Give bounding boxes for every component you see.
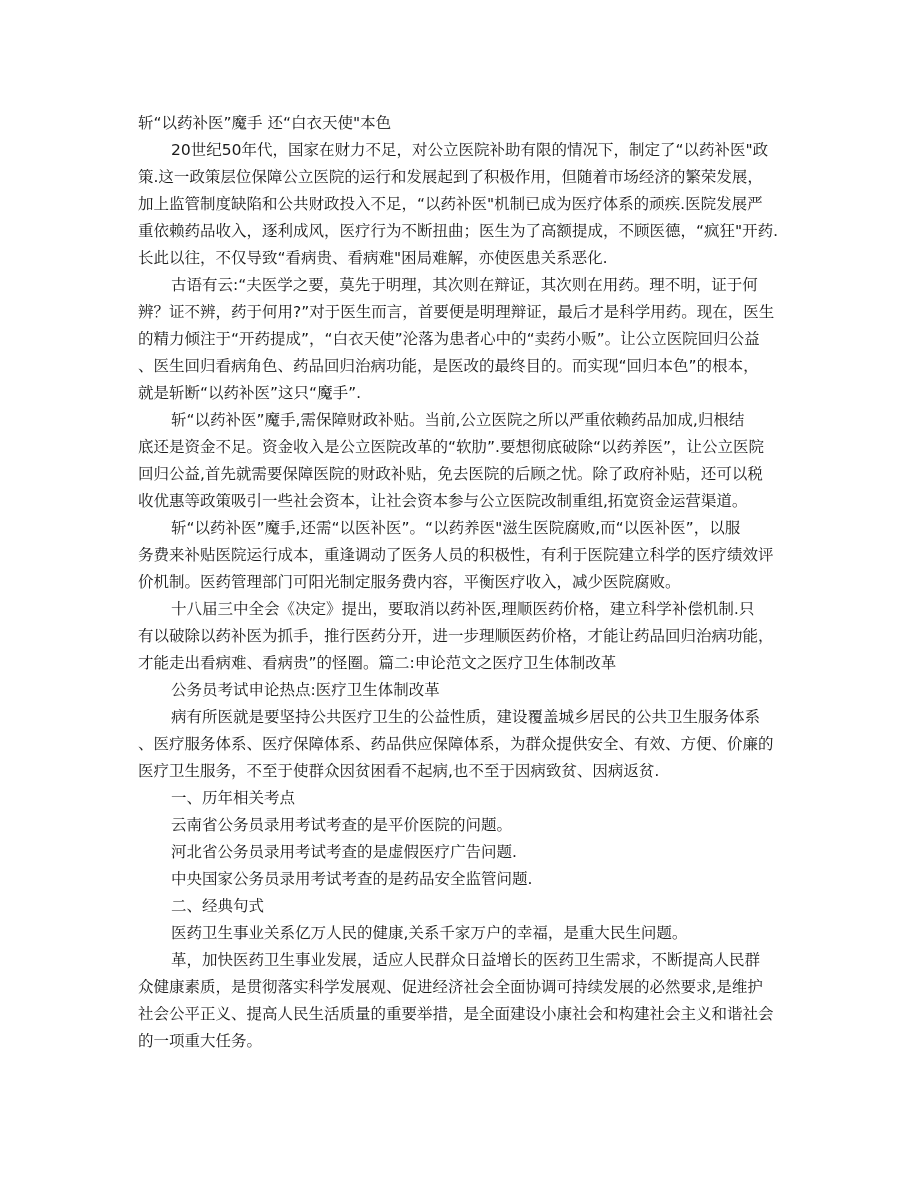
text-line: 策.这一政策层位保障公立医院的运行和发展起到了积极作用，但随着市场经济的繁荣发展， (138, 168, 763, 186)
text-line: 医疗卫生服务，不至于使群众因贫困看不起病,也不至于因病致贫、因病返贫. (138, 762, 660, 780)
text-line: 斩“以药补医”魔手,还需“以医补医”。“以药养医"滋生医院腐败,而“以医补医”，以服 (171, 519, 741, 537)
text-line: 长此以往，不仅导致“看病贵、看病难"困局难解，亦使医患关系恶化. (138, 249, 608, 267)
text-line: 、医疗服务体系、医疗保障体系、药品供应保障体系，为群众提供安全、有效、方便、价廉的 (138, 735, 774, 753)
text-line: 才能走出看病难、看病贵”的怪圈。篇二:申论范文之医疗卫生体制改革 (138, 654, 617, 672)
text-line: 就是斩断“以药补医”这只“魔手”. (138, 384, 362, 402)
text-line: 务费来补贴医院运行成本，重逢调动了医务人员的积极性，有利于医院建立科学的医疗绩效评 (138, 546, 774, 564)
text-line: 云南省公务员录用考试考查的是平价医院的问题。 (171, 816, 513, 834)
text-line: 的精力倾注于“开药提成”，“白衣天使”沦落为患者心中的“卖药小贩”。让公立医院回归公益 (138, 330, 760, 348)
text-line: 二、经典句式 (171, 897, 265, 915)
document-title: 斩“以药补医”魔手 还“白衣天使"本色 (138, 114, 392, 132)
text-line: 20世纪50年代，国家在财力不足，对公立医院补助有限的情况下，制定了“以药补医"政 (171, 141, 769, 159)
text-line: 病有所医就是要坚持公共医疗卫生的公益性质，建设覆盖城乡居民的公共卫生服务体系 (171, 708, 761, 726)
text-line: 收优惠等政策吸引一些社会资本，让社会资本参与公立医院改制重组,拓宽资金运营渠道。 (138, 492, 748, 510)
text-line: 社会公平正义、提高人民生活质量的重要举措，是全面建设小康社会和构建社会主义和谐社会 (138, 1005, 774, 1023)
text-line: 辨？证不辨，药于何用?”对于医生而言，首要便是明理辩证，最后才是科学用药。现在，医生 (138, 303, 775, 321)
document-body (138, 110, 800, 1055)
text-line: 回归公益,首先就需要保障医院的财政补贴，免去医院的后顾之忧。除了政府补贴，还可以税 (138, 465, 763, 483)
text-line: 公务员考试申论热点:医疗卫生体制改革 (171, 681, 440, 699)
text-line: 底还是资金不足。资金收入是公立医院改革的“软肋”.要想彻底破除“以药养医”，让公立医院 (138, 438, 765, 456)
text-line: 河北省公务员录用考试考查的是虚假医疗广告问题. (171, 843, 517, 861)
document-lines (138, 137, 800, 1055)
text-line: 、医生回归看病角色、药品回归治病功能，是医改的最终目的。而实现“回归本色”的根本， (138, 357, 759, 375)
text-line: 斩“以药补医”魔手,需保障财政补贴。当前,公立医院之所以严重依赖药品加成,归根结 (171, 411, 745, 429)
text-line: 价机制。医药管理部门可阳光制定服务费内容，平衡医疗收入，减少医院腐败。 (138, 573, 681, 591)
text-line: 加上监管制度缺陷和公共财政投入不足，“以药补医"机制已成为医疗体系的顽疾.医院发展严 (138, 195, 763, 213)
text-line: 一、历年相关考点 (171, 789, 296, 807)
text-line: 有以破除以药补医为抓手，推行医药分开，进一步理顺医药价格，才能让药品回归治病功能， (138, 627, 774, 645)
text-line: 十八届三中全会《决定》提出，要取消以药补医,理顺医药价格，建立科学补偿机制.只 (171, 600, 755, 618)
text-line: 重依赖药品收入，逐利成风，医疗行为不断扭曲；医生为了高额提成，不顾医德，“疯狂"开药. (138, 222, 779, 240)
text-line: 革，加快医药卫生事业发展，适应人民群众日益增长的医药卫生需求，不断提高人民群 (171, 951, 761, 969)
text-line: 中央国家公务员录用考试考查的是药品安全监管问题. (171, 870, 533, 888)
text-line: 医药卫生事业关系亿万人民的健康,关系千家万户的幸福，是重大民生问题。 (171, 924, 688, 942)
text-line: 的一项重大任务。 (138, 1032, 263, 1050)
text-line: 众健康素质，是贯彻落实科学发展观、促进经济社会全面协调可持续发展的必然要求,是维护 (138, 978, 763, 996)
text-line: 古语有云:“夫医学之要，莫先于明理，其次则在辩证，其次则在用药。理不明，证于何 (171, 276, 758, 294)
